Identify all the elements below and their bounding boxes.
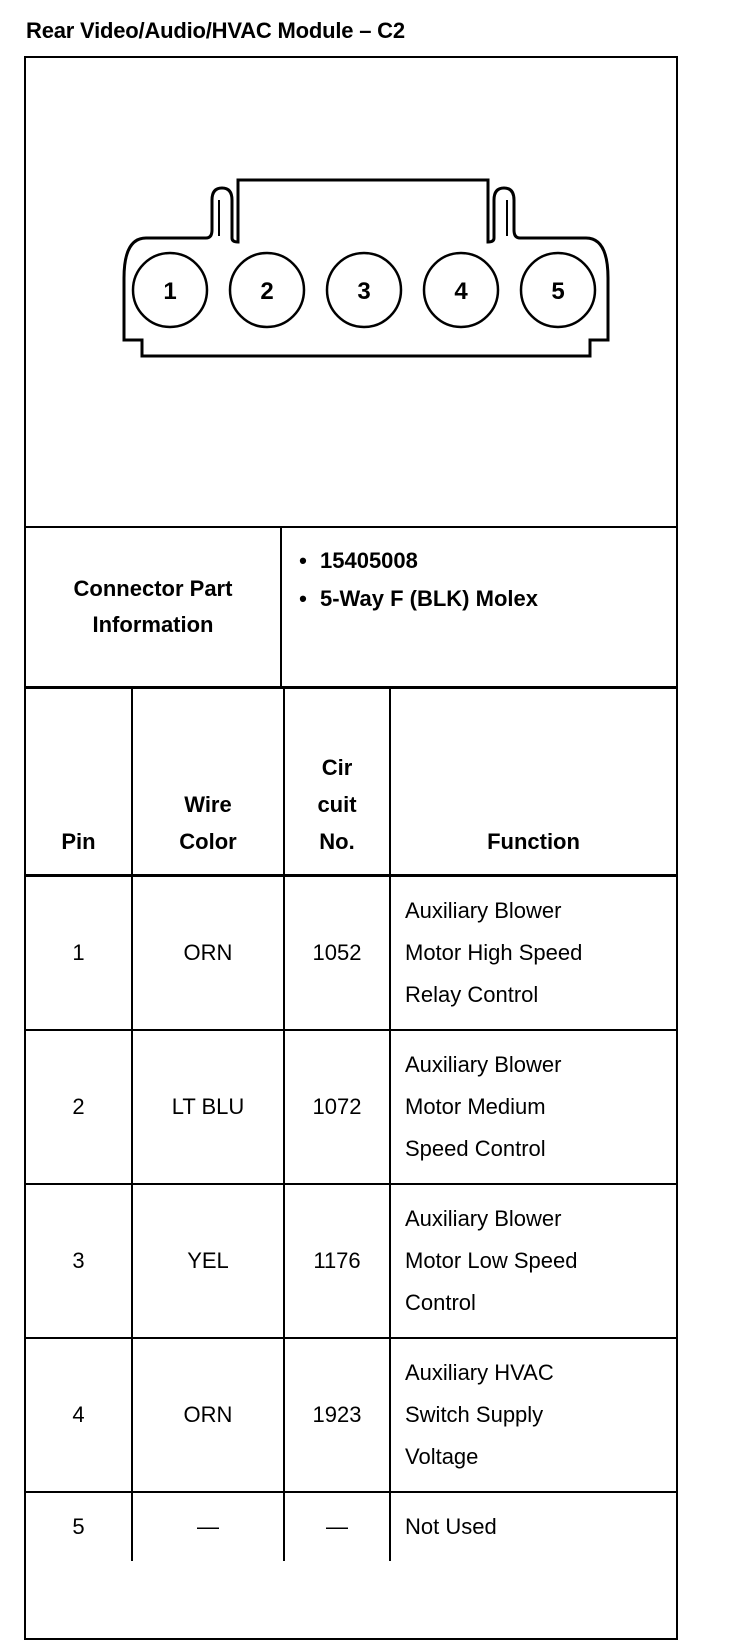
wire-color-cell: ORN	[132, 1338, 284, 1492]
header-circuit-line-1: Cir	[321, 755, 353, 780]
function-line: Relay Control	[405, 982, 539, 1007]
table-row	[26, 1030, 676, 1184]
header-wire-color	[132, 689, 284, 876]
pin-cell: 1	[26, 876, 132, 1031]
function-line: Switch Supply	[405, 1402, 544, 1427]
table-row	[26, 1338, 676, 1492]
part-number-item	[282, 542, 672, 580]
function-line: Auxiliary Blower	[405, 1052, 562, 1077]
function-line: Control	[405, 1290, 476, 1315]
header-wire-color-line-1: Wire	[184, 792, 232, 817]
pin-cell: 4	[26, 1338, 132, 1492]
function-cell	[390, 1184, 676, 1338]
function-cell	[390, 1030, 676, 1184]
function-cell: Not Used	[390, 1492, 676, 1561]
header-circuit-line-2: cuit	[317, 792, 357, 817]
pin-cell: 3	[26, 1184, 132, 1338]
wire-color-cell: YEL	[132, 1184, 284, 1338]
function-line: Motor Medium	[405, 1094, 546, 1119]
table-row	[26, 1492, 676, 1561]
part-info-label-line-2: Information	[92, 612, 214, 637]
circuit-cell: 1052	[284, 876, 390, 1031]
connector-part-info	[26, 528, 676, 689]
connector-diagram	[26, 58, 676, 528]
function-line: Auxiliary Blower	[405, 898, 562, 923]
circuit-cell: —	[284, 1492, 390, 1561]
connector-sheet	[24, 56, 678, 1640]
pin-label-5: 5	[551, 278, 565, 305]
pin-cell: 2	[26, 1030, 132, 1184]
pin-table	[26, 689, 676, 1561]
function-line: Motor High Speed	[405, 940, 583, 965]
function-cell	[390, 1338, 676, 1492]
header-function: Function	[390, 689, 676, 876]
part-info-label	[26, 528, 282, 686]
table-row	[26, 1184, 676, 1338]
circuit-cell: 1923	[284, 1338, 390, 1492]
wire-color-cell: LT BLU	[132, 1030, 284, 1184]
pin-label-3: 3	[357, 278, 371, 305]
header-wire-color-line-2: Color	[179, 829, 237, 854]
connector-face-drawing	[26, 58, 676, 526]
connector-type: 5-Way F (BLK) Molex	[320, 586, 538, 611]
function-line: Auxiliary HVAC	[405, 1360, 554, 1385]
pin-label-1: 1	[163, 278, 177, 305]
pin-cavities	[133, 253, 595, 327]
pin-label-4: 4	[454, 278, 468, 305]
function-line: Auxiliary Blower	[405, 1206, 562, 1231]
header-circuit-line-3: No.	[319, 829, 355, 854]
header-circuit-no	[284, 689, 390, 876]
bullet-icon: •	[299, 548, 307, 573]
function-line: Motor Low Speed	[405, 1248, 578, 1273]
latch-detail	[219, 200, 507, 236]
function-line: Speed Control	[405, 1136, 546, 1161]
function-cell	[390, 876, 676, 1031]
wire-color-cell: ORN	[132, 876, 284, 1031]
page-title: Rear Video/Audio/HVAC Module – C2	[26, 18, 405, 43]
function-line: Voltage	[405, 1444, 479, 1469]
connector-type-item	[282, 580, 672, 618]
wire-color-cell: —	[132, 1492, 284, 1561]
circuit-cell: 1072	[284, 1030, 390, 1184]
pin-label-2: 2	[260, 278, 274, 305]
header-pin: Pin	[26, 689, 132, 876]
pin-cell: 5	[26, 1492, 132, 1561]
table-header-row	[26, 689, 676, 876]
part-number: 15405008	[320, 548, 418, 573]
table-row	[26, 876, 676, 1031]
part-info-label-line-1: Connector Part	[73, 576, 233, 601]
circuit-cell: 1176	[284, 1184, 390, 1338]
bullet-icon: •	[299, 586, 307, 611]
part-info-values	[282, 542, 672, 618]
